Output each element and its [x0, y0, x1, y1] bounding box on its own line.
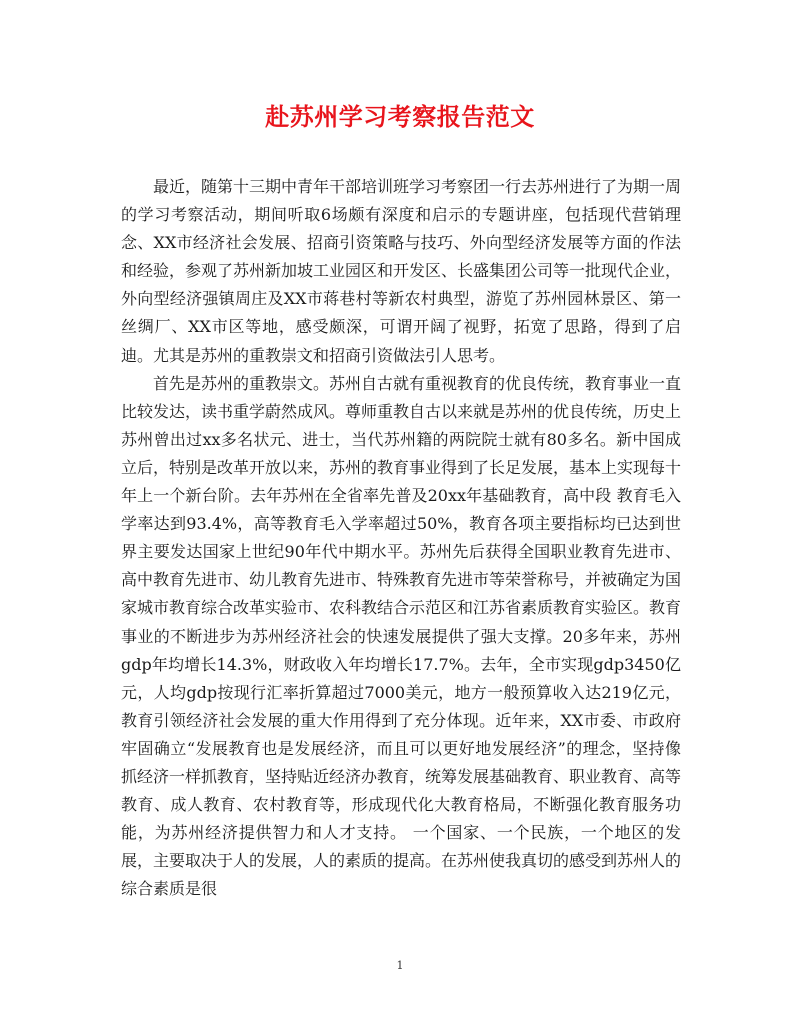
- page-number: 1: [396, 959, 404, 972]
- paragraph-education: 首先是苏州的重教崇文。苏州自古就有重视教育的优良传统，教育事业一直比较发达，读书重学蔚然成风。尊师重教自古以来就是苏州的优良传统，历史上苏州曾出过xx多名状元、进士，当代苏州籍的两院院士就有80多名。新中国成立后，特别是改革开放以来，苏州的教育事业得到了长足发展，基本上实现每十年上一个新台阶。去年苏州在全省率先普及20xx年基础教育，高中段 教育毛入学率达到93.4%，高等教育毛入学率超过50%，教育各项主要指标均已达到世界主要发达国家上世纪90年代中期水平。苏州先后获得全国职业教育先进市、高中教育先进市、幼儿教育先进市、特殊教育先进市等荣誉称号，并被确定为国家城市教育综合改革实验市、农科教结合示范区和江苏省素质教育实验区。教育事业的不断进步为苏州经济社会的快速发展提供了强大支撑。20多年来，苏州gdp年均增长14.3%，财政收入年均增长17.7%。去年，全市实现gdp3450亿元，人均gdp按现行汇率折算超过7000美元，地方一般预算收入达219亿元，教育引领经济社会发展的重大作用得到了充分体现。近年来，XX市委、市政府牢固确立“发展教育也是发展经济，而且可以更好地发展经济”的理念，坚持像抓经济一样抓教育，坚持贴近经济办教育，统筹发展基础教育、职业教育、高等教育、成人教育、农村教育等，形成现代化大教育格局，不断强化教育服务功能，为苏州经济提供智力和人才支持。 一个国家、一个民族，一个地区的发展，主要取决于人的发展，人的素质的提高。在苏州使我真切的感受到苏州人的综合素质是很: [121, 373, 682, 899]
- paragraph-intro: 最近，随第十三期中青年干部培训班学习考察团一行去苏州进行了为期一周的学习考察活动，期间听取6场颇有深度和启示的专题讲座，包括现代营销理念、XX市经济社会发展、招商引资策略与技巧、外向型经济发展等方面的作法和经验，参观了苏州新加坡工业园区和开发区、长盛集团公司等一批现代企业，外向型经济强镇周庄及XX市蒋巷村等新农村典型，游览了苏州园林景区、第一丝绸厂、XX市区等地，感受颇深，可谓开阔了视野，拓宽了思路，得到了启迪。尤其是苏州的重教崇文和招商引资做法引人思考。: [121, 177, 682, 365]
- document-title: 赴苏州学习考察报告范文: [265, 102, 535, 131]
- document-body: [121, 173, 681, 903]
